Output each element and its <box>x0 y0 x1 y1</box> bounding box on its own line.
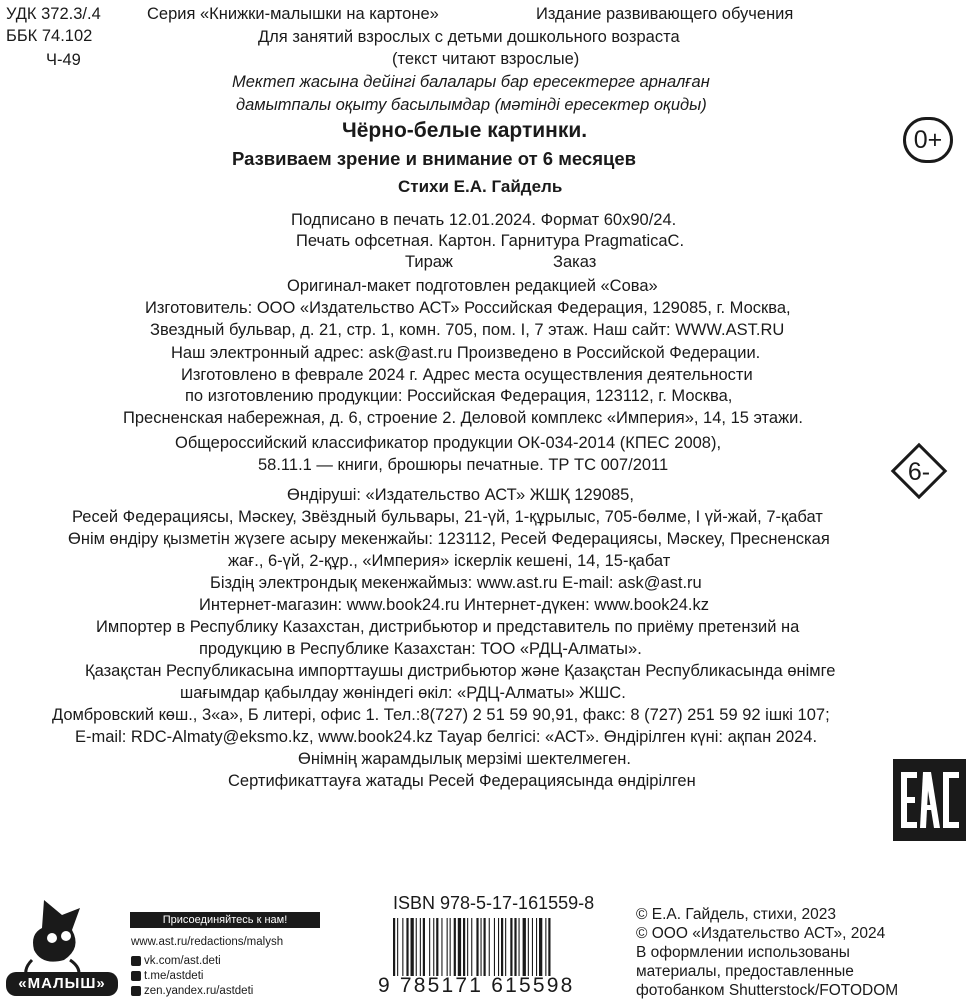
tirazh-label: Тираж <box>405 253 453 271</box>
zakaz-label: Заказ <box>553 253 597 271</box>
isbn-label: ISBN 978-5-17-161559-8 <box>393 893 595 913</box>
publisher-kz-line: Өндіруші: «Издательство АСТ» ЖШҚ 129085, <box>287 486 634 504</box>
site-link[interactable]: www.ast.ru/redactions/malysh <box>131 936 284 948</box>
ru-note-1: Для занятий взрослых с детьми дошкольного возраста <box>258 28 680 46</box>
print-info-2: Печать офсетная. Картон. Гарнитура PragmaticaC. <box>296 232 685 250</box>
publisher-ru-line: Звездный бульвар, д. 21, стр. 1, комн. 705, пом. I, 7 этаж. Наш сайт: WWW.AST.RU <box>150 321 785 339</box>
book-author: Стихи Е.А. Гайдель <box>398 177 563 196</box>
zen-icon <box>131 986 141 996</box>
publisher-kz-line: E-mail: RDC-Almaty@eksmo.kz, www.book24.kz Тауар белгісі: «АСТ». Өндірілген күні: ақпан 2024. <box>75 728 818 746</box>
publisher-kz-line: шағымдар қабылдау жөніндегі өкіл: «РДЦ-Алматы» ЖШС. <box>180 684 626 702</box>
social-link-text: vk.com/ast.deti <box>144 955 221 967</box>
ru-note-2: (текст читают взрослые) <box>392 50 580 68</box>
publisher-kz-line: Біздің электрондық мекенжаймыз: www.ast.ru E-mail: ask@ast.ru <box>210 574 702 592</box>
publisher-kz-line: Сертификаттауға жатады Ресей Федерациясында өндірілген <box>228 772 696 790</box>
social-link-zen[interactable] <box>131 984 253 998</box>
age-rating-badge: 0+ <box>903 117 953 163</box>
copyright-line: © Е.А. Гайдель, стихи, 2023 <box>636 906 837 923</box>
social-link-vk[interactable] <box>131 954 221 968</box>
classifier-line: 58.11.1 — книги, брошюры печатные. ТР ТС 007/2011 <box>258 456 669 474</box>
age-rating-kz: 6- <box>907 458 931 486</box>
series-name: Серия «Книжки-малышки на картоне» <box>147 5 439 23</box>
publisher-kz-line: Импортер в Республику Казахстан, дистрибьютор и представитель по приёму претензий на <box>96 618 800 636</box>
publisher-kz-line: Домбровский көш., 3«а», Б литері, офис 1. Тел.:8(727) 2 51 59 90,91, факс: 8 (727) 251 59 92 ішкі 107; <box>52 706 830 724</box>
book-title: Чёрно-белые картинки. <box>342 119 588 142</box>
edition-type: Издание развивающего обучения <box>536 5 794 23</box>
publisher-ru-line: Наш электронный адрес: ask@ast.ru Произведено в Российской Федерации. <box>171 344 761 362</box>
book-subtitle: Развиваем зрение и внимание от 6 месяцев <box>232 148 637 169</box>
social-link-text: t.me/astdeti <box>144 970 204 982</box>
publisher-kz-line: Өнімнің жарамдылық мерзімі шектелмеген. <box>298 750 631 768</box>
publisher-ru-line: по изготовлению продукции: Российская Федерация, 123112, г. Москва, <box>185 387 733 405</box>
copyright-line: материалы, предоставленные <box>636 963 854 980</box>
barcode-icon <box>391 918 603 976</box>
publisher-kz-line: Ресей Федерациясы, Мәскеу, Звёздный бульвары, 21-үй, 1-құрылыс, 705-бөлме, I үй-жай, 7-қабат <box>72 508 823 526</box>
publisher-ru-line: Оригинал-макет подготовлен редакцией «Сова» <box>287 277 658 295</box>
publisher-ru-line: Пресненская набережная, д. 6, строение 2. Деловой комплекс «Империя», 14, 15 этажи. <box>123 409 803 427</box>
copyright-line: В оформлении использованы <box>636 944 850 961</box>
social-link-telegram[interactable] <box>131 969 203 983</box>
telegram-icon <box>131 971 141 981</box>
publisher-kz-line: Қазақстан Республикасына импорттаушы дистрибьютор және Қазақстан Республикасында өнімге <box>85 662 836 680</box>
barcode-digits: 9 785171 615598 <box>378 974 575 997</box>
publisher-kz-line: Өнім өндіру қызметін жүзеге асыру мекенжайы: 123112, Ресей Федерациясы, Мәскеу, Пресненская <box>68 530 830 548</box>
publisher-kz-line: жағ., 6-үй, 2-құр., «Империя» іскерлік кешені, 14, 15-қабат <box>228 552 671 570</box>
bbk-code: ББК 74.102 <box>6 27 93 45</box>
publisher-ru-line: Изготовитель: ООО «Издательство АСТ» Российская Федерация, 129085, г. Москва, <box>145 299 791 317</box>
publisher-kz-line: продукцию в Республике Казахстан: ТОО «РДЦ-Алматы». <box>199 640 642 658</box>
print-info-1: Подписано в печать 12.01.2024. Формат 60х90/24. <box>291 211 677 229</box>
kz-note-2: дамытпалы оқыту басылымдар (мәтінді ересектер оқиды) <box>236 96 707 114</box>
publisher-kz-line: Интернет-магазин: www.book24.ru Интернет-дүкен: www.book24.kz <box>199 596 709 614</box>
kz-note-1: Мектеп жасына дейінгі балалары бар ересектерге арналған <box>232 73 710 91</box>
join-us-banner: Присоединяйтесь к нам! <box>130 912 320 928</box>
eac-mark-icon <box>893 759 966 841</box>
udk-code: УДК 372.3/.4 <box>6 5 101 23</box>
copyright-line: фотобанком Shutterstock/FOTODOM <box>636 982 899 999</box>
vk-icon <box>131 956 141 966</box>
author-mark: Ч-49 <box>46 51 81 69</box>
copyright-line: © ООО «Издательство АСТ», 2024 <box>636 925 886 942</box>
logo-text: «МАЛЫШ» <box>6 972 118 996</box>
malysh-logo <box>2 890 120 1000</box>
publisher-ru-line: Изготовлено в феврале 2024 г. Адрес места осуществления деятельности <box>181 366 753 384</box>
classifier-line: Общероссийский классификатор продукции ОК-034-2014 (КПЕС 2008), <box>175 434 722 452</box>
social-link-text: zen.yandex.ru/astdeti <box>144 985 254 997</box>
